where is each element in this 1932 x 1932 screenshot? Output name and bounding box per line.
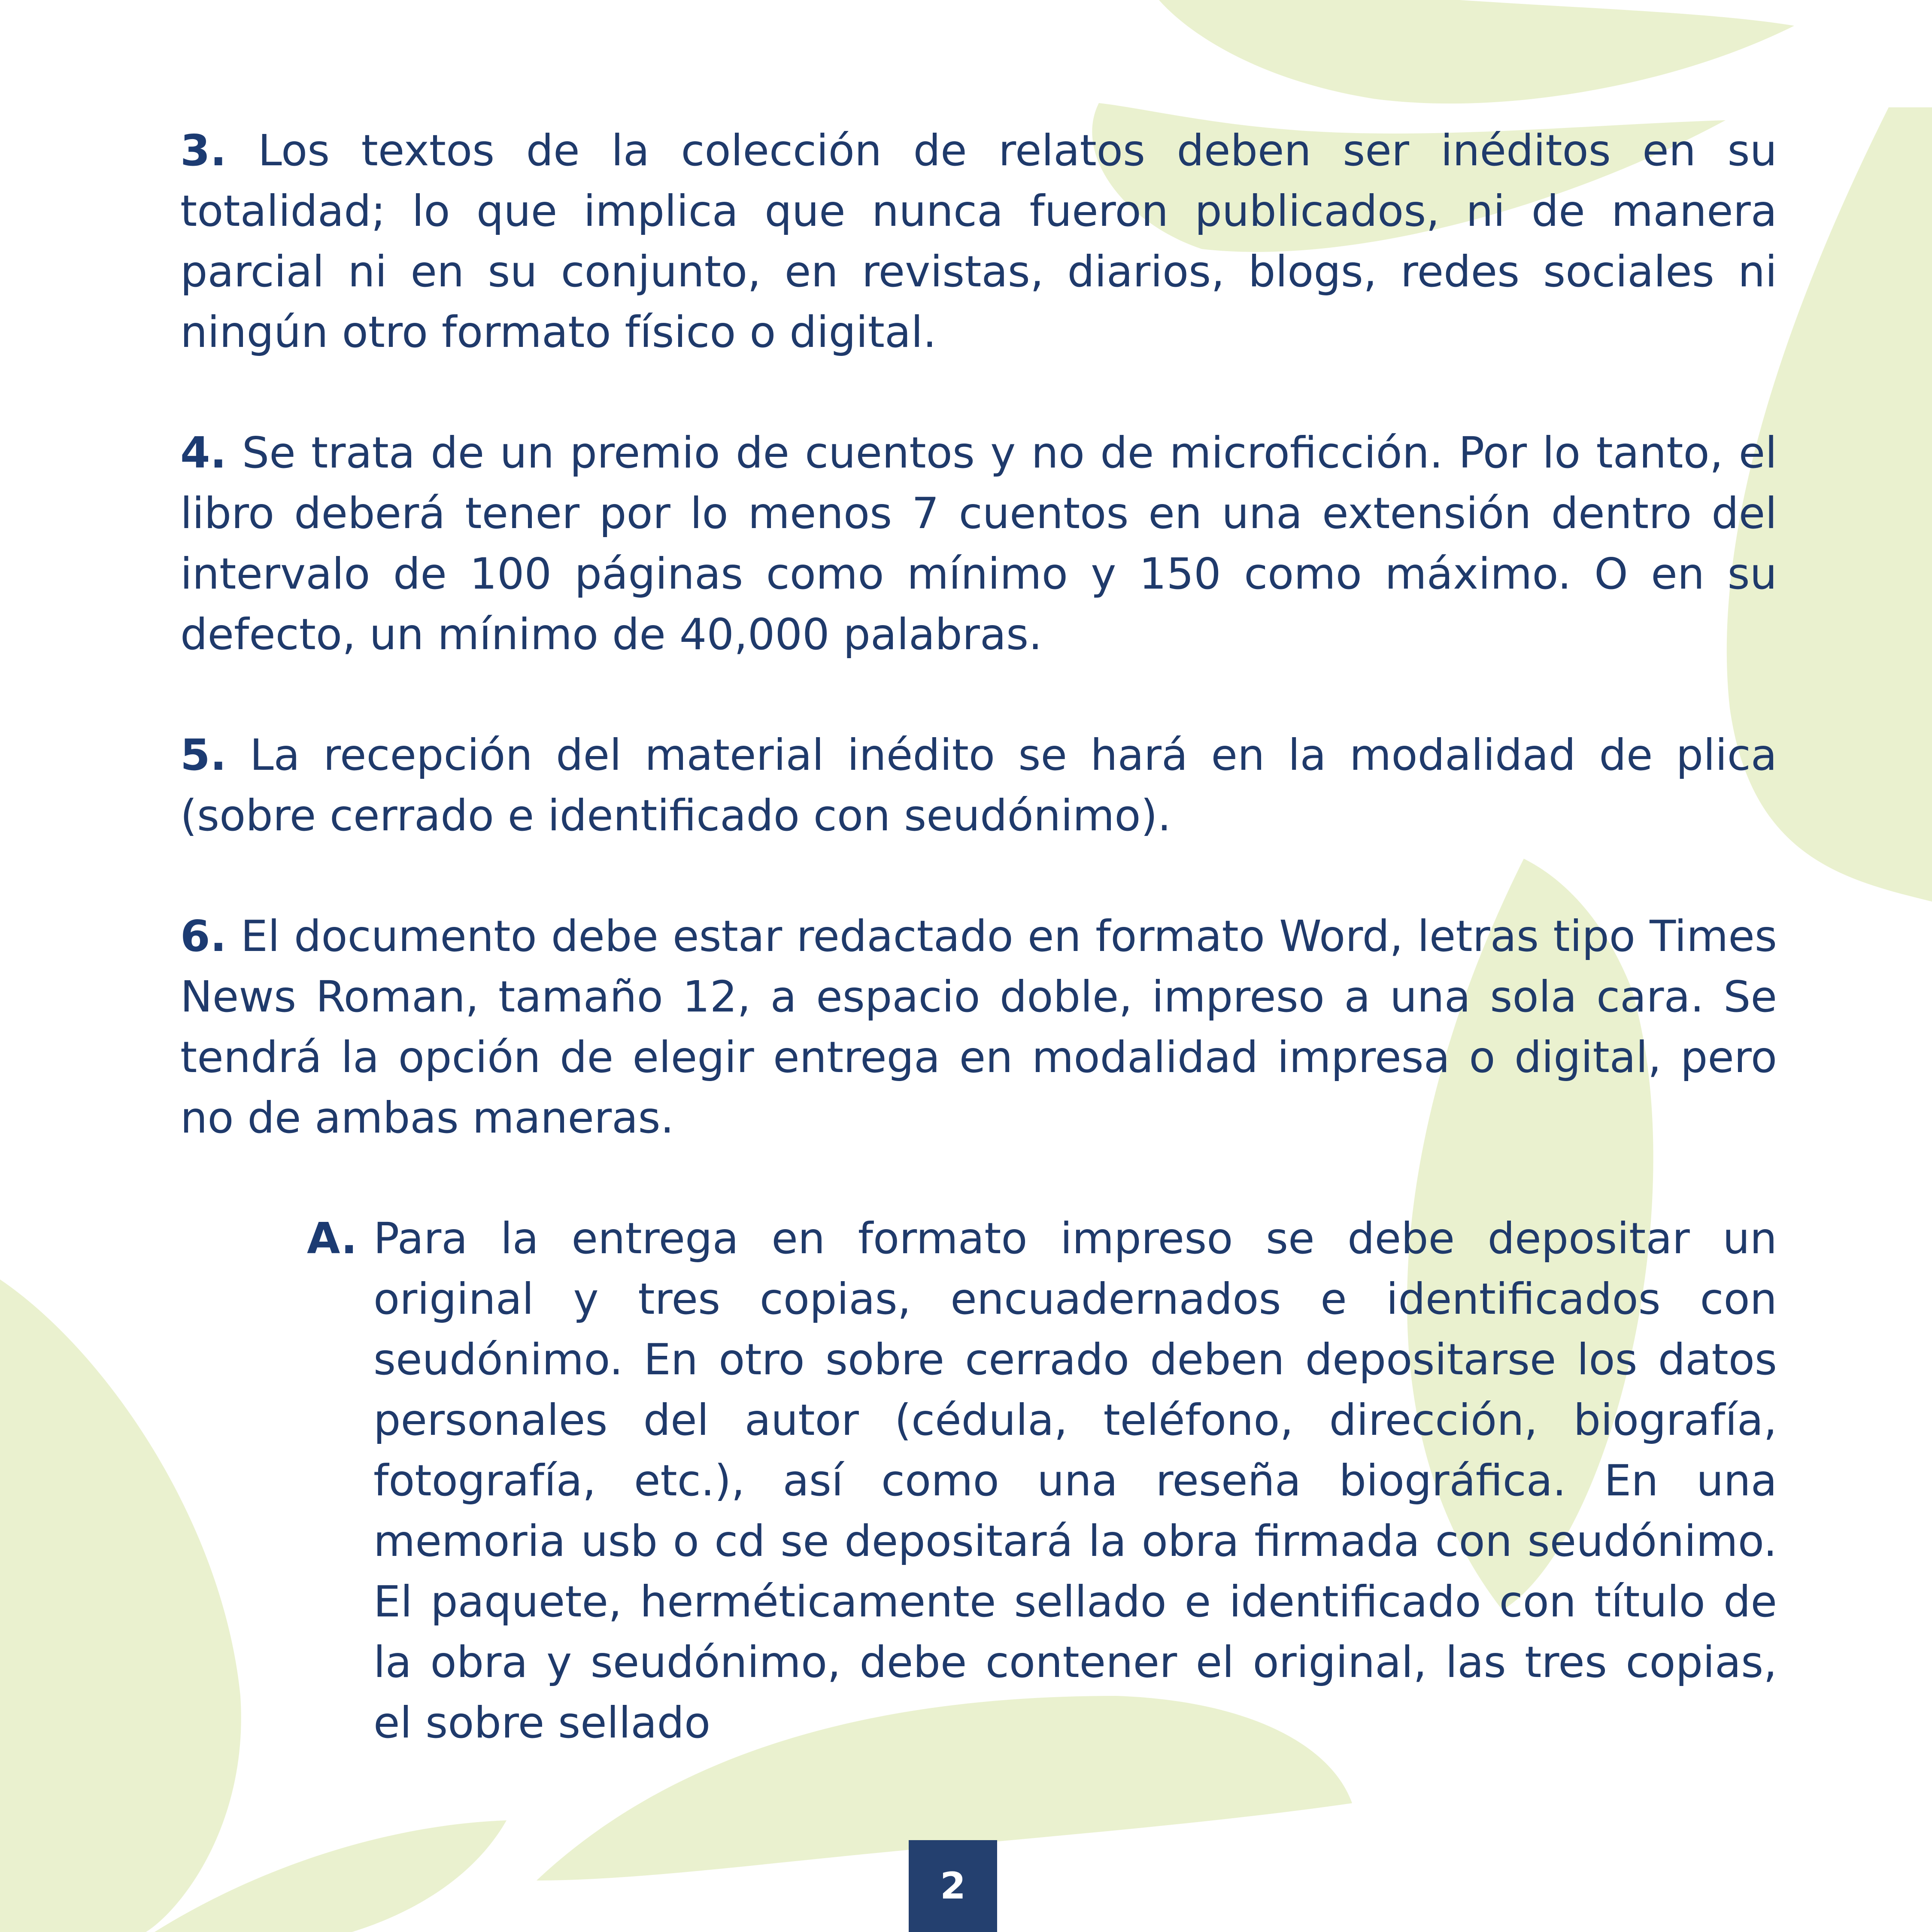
section-text: Se trata de un premio de cuentos y no de microficción. Por lo tanto, el libro deberá tener por lo menos 7 cuentos en una extensión dentro del intervalo de 100 páginas como mínimo y 150 como máximo. O en su defecto, un mínimo de 40,000 palabras. [180,428,1777,659]
section-number: 3. [180,125,227,176]
section-text: Los textos de la colección de relatos deben ser inéditos en su totalidad; lo que implica que nunca fueron publicados, ni de manera parcial ni en su conjunto, en revistas, diarios, blogs, redes sociales ni ningún otro formato físico o digital. [180,125,1777,357]
section-5 [180,725,1777,846]
page-number: 2 [940,1865,966,1908]
subsection-a [307,1208,1777,1753]
subsection-letter: A. [307,1213,358,1264]
section-number: 6. [180,911,227,961]
page-number-badge [909,1840,997,1932]
section-3 [180,120,1777,362]
section-text: El documento debe estar redactado en formato Word, letras tipo Times News Roman, tamaño 12, a espacio doble, impreso a una sola cara. Se tendrá la opción de elegir entrega en modalidad impresa o digital, pero no de ambas maneras. [180,911,1777,1143]
document-body [180,120,1777,1753]
section-4 [180,422,1777,665]
subsection-text: Para la entrega en formato impreso se debe depositar un original y tres copias, encuadernados e identificados con seudónimo. En otro sobre cerrado deben depositarse los datos personales del autor (cédula, teléfono, dirección, biografía, fotografía, etc.), así como una reseña biográfica. En una memoria usb o cd se depositará la obra firmada con seudónimo. El paquete, herméticamente sellado e identificado con título de la obra y seudónimo, debe contener el original, las tres copias, el sobre sellado [373,1213,1777,1748]
section-6 [180,906,1777,1148]
section-number: 4. [180,428,227,478]
section-number: 5. [180,730,227,780]
section-text: La recepción del material inédito se hará en la modalidad de plica (sobre cerrado e identificado con seudónimo). [180,730,1777,841]
leaf-top [1159,0,1794,103]
